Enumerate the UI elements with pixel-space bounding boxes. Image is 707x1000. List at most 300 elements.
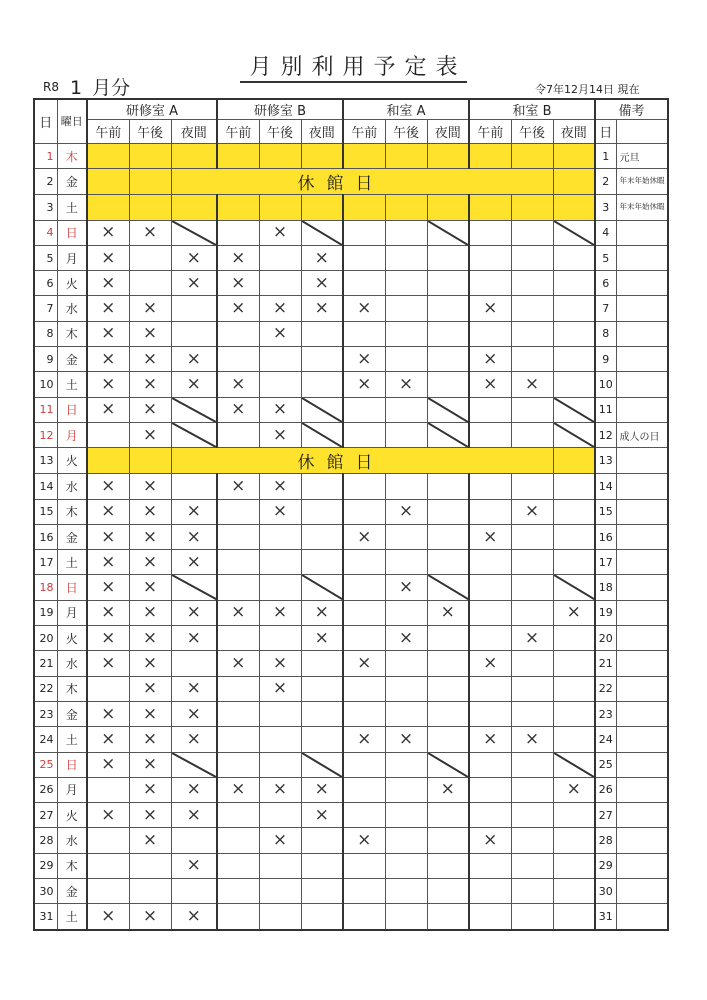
table-row [34,828,668,853]
weekday: 火 [57,271,87,296]
booked-x-icon: × [272,475,288,496]
booked-x-icon: × [272,652,288,673]
day-number: 25 [34,752,57,777]
booked-x-icon: × [231,247,246,268]
booked-x-icon: × [142,374,158,395]
slot-cell-training-a-pm [129,422,171,447]
booked-x-icon: × [357,652,372,673]
weekday: 金 [57,169,87,195]
booked-x-icon: × [231,779,246,800]
slot-cell-training-a-night [171,727,217,752]
booked-x-icon: × [483,830,498,851]
booked-x-icon: × [483,526,498,547]
remarks-day-number: 12 [595,422,616,447]
weekday: 金 [57,701,87,726]
table-row [34,271,668,296]
remarks-note [616,676,668,701]
day-number: 19 [34,600,57,625]
slot-cell-training-b-pm [259,651,301,676]
slot-cell-training-b-pm [259,575,301,600]
booked-x-icon: × [357,374,372,395]
header-day: 日 [34,99,57,144]
booked-x-icon: × [231,652,246,673]
unavailable-slash-icon [554,423,595,447]
slot-cell-washitsu-a-am [343,296,385,321]
slot-cell-washitsu-a-night [427,626,469,651]
booked-x-icon: × [524,374,540,395]
slot-cell-washitsu-b-pm [511,651,553,676]
slot-cell-training-a-pm [129,397,171,422]
booked-x-icon: × [524,728,540,749]
remarks-day-number: 8 [595,321,616,346]
closed-cell [87,448,129,474]
slot-cell-training-a-am [87,727,129,752]
weekday: 木 [57,853,87,878]
slot-cell-washitsu-b-am [469,422,511,447]
booked-x-icon: × [142,652,158,673]
slot-cell-training-a-am [87,626,129,651]
slot-cell-training-b-night [301,271,343,296]
slot-cell-training-b-pm [259,727,301,752]
closed-cell [217,195,259,220]
slot-cell-washitsu-b-pm [511,474,553,499]
slot-cell-washitsu-b-night [553,271,595,296]
slot-cell-training-b-am [217,220,259,245]
slot-cell-training-b-night [301,296,343,321]
remarks-note [616,777,668,802]
slot-cell-washitsu-b-night [553,600,595,625]
slot-cell-training-b-night [301,752,343,777]
slot-cell-training-a-am [87,220,129,245]
slot-cell-training-b-pm [259,321,301,346]
slot-cell-training-a-pm [129,347,171,372]
slot-cell-training-b-night [301,701,343,726]
booked-x-icon: × [186,602,201,623]
slot-cell-washitsu-a-night [427,271,469,296]
booked-x-icon: × [524,501,540,522]
booked-x-icon: × [186,627,201,648]
day-number: 31 [34,904,57,930]
day-number: 9 [34,347,57,372]
slot-cell-training-a-pm [129,245,171,270]
slot-cell-training-b-night [301,499,343,524]
header-slot: 午後 [129,120,171,144]
weekday: 日 [57,752,87,777]
slot-cell-training-b-pm [259,372,301,397]
slot-cell-training-a-night [171,879,217,904]
slot-cell-training-a-am [87,803,129,828]
slot-cell-training-a-pm [129,701,171,726]
slot-cell-washitsu-a-night [427,422,469,447]
slot-cell-washitsu-a-am [343,701,385,726]
closed-cell [553,448,595,474]
unavailable-slash-icon [302,423,343,447]
slot-cell-washitsu-a-night [427,499,469,524]
slot-cell-training-b-pm [259,397,301,422]
remarks-day-number: 24 [595,727,616,752]
day-number: 17 [34,550,57,575]
slot-cell-washitsu-b-night [553,422,595,447]
header-slot: 夜間 [171,120,217,144]
slot-cell-training-a-am [87,524,129,549]
slot-cell-washitsu-a-pm [385,701,427,726]
slot-cell-training-b-am [217,550,259,575]
closed-cell [301,195,343,220]
slot-cell-washitsu-a-night [427,879,469,904]
remarks-note [616,499,668,524]
weekday: 月 [57,422,87,447]
remarks-note [616,474,668,499]
slot-cell-training-b-pm [259,296,301,321]
booked-x-icon: × [314,298,329,319]
slot-cell-washitsu-b-night [553,245,595,270]
table-row [34,803,668,828]
slot-cell-training-b-am [217,676,259,701]
table-row [34,499,668,524]
booked-x-icon: × [398,728,414,749]
schedule-table [33,98,669,931]
booked-x-icon: × [101,905,116,926]
booked-x-icon: × [272,602,288,623]
weekday: 金 [57,879,87,904]
closed-cell [129,144,171,169]
slot-cell-washitsu-b-pm [511,397,553,422]
booked-x-icon: × [142,551,158,572]
table-row [34,600,668,625]
slot-cell-training-a-pm [129,904,171,930]
booked-x-icon: × [483,374,498,395]
header-room-washitsu-b: 和室 B [469,99,595,120]
slot-cell-training-b-night [301,853,343,878]
slot-cell-training-b-am [217,853,259,878]
slot-cell-washitsu-b-am [469,220,511,245]
closed-cell [511,195,553,220]
day-number: 27 [34,803,57,828]
slot-cell-training-b-night [301,474,343,499]
slot-cell-washitsu-a-am [343,220,385,245]
slot-cell-washitsu-b-night [553,904,595,930]
slot-cell-washitsu-b-am [469,803,511,828]
table-row [34,879,668,904]
closed-cell [385,195,427,220]
booked-x-icon: × [357,728,372,749]
day-number: 4 [34,220,57,245]
slot-cell-training-b-night [301,321,343,346]
table-row [34,904,668,930]
slot-cell-training-b-night [301,828,343,853]
slot-cell-washitsu-b-am [469,853,511,878]
remarks-day-number: 26 [595,777,616,802]
booked-x-icon: × [186,703,201,724]
month-number: 1 [70,77,83,99]
slot-cell-washitsu-b-pm [511,347,553,372]
day-number: 26 [34,777,57,802]
slot-cell-training-a-am [87,777,129,802]
slot-cell-training-a-night [171,853,217,878]
booked-x-icon: × [142,222,158,243]
remarks-day-number: 15 [595,499,616,524]
booked-x-icon: × [524,627,540,648]
booked-x-icon: × [186,247,201,268]
closed-cell [87,195,129,220]
month-label [70,73,130,100]
booked-x-icon: × [314,602,329,623]
slot-cell-training-b-pm [259,499,301,524]
header-remarks-note [616,120,668,144]
booked-x-icon: × [101,247,116,268]
slot-cell-training-a-am [87,701,129,726]
slot-cell-washitsu-b-night [553,474,595,499]
slot-cell-washitsu-b-am [469,904,511,930]
closed-day-banner: 休館日 [171,448,511,474]
booked-x-icon: × [186,728,201,749]
slot-cell-training-a-pm [129,853,171,878]
slot-cell-training-b-pm [259,626,301,651]
remarks-day-number: 14 [595,474,616,499]
weekday: 日 [57,397,87,422]
remarks-day-number: 20 [595,626,616,651]
slot-cell-washitsu-a-pm [385,676,427,701]
slot-cell-washitsu-b-pm [511,904,553,930]
closed-cell [259,144,301,169]
slot-cell-training-b-night [301,803,343,828]
slot-cell-washitsu-a-pm [385,803,427,828]
remarks-note: 元旦 [616,144,668,169]
slot-cell-training-a-night [171,701,217,726]
slot-cell-washitsu-a-night [427,777,469,802]
booked-x-icon: × [483,652,498,673]
closed-cell [343,195,385,220]
header-room-training-b: 研修室 B [217,99,343,120]
slot-cell-training-a-night [171,347,217,372]
era-label: R8 [43,80,59,94]
booked-x-icon: × [186,779,201,800]
booked-x-icon: × [231,272,246,293]
day-number: 22 [34,676,57,701]
remarks-note [616,853,668,878]
booked-x-icon: × [142,348,158,369]
slot-cell-training-a-pm [129,803,171,828]
day-number: 24 [34,727,57,752]
slot-cell-training-a-night [171,422,217,447]
table-row [34,372,668,397]
slot-cell-training-a-pm [129,220,171,245]
slot-cell-training-b-pm [259,271,301,296]
slot-cell-washitsu-a-pm [385,828,427,853]
day-number: 21 [34,651,57,676]
unavailable-slash-icon [554,221,595,245]
weekday: 日 [57,575,87,600]
closed-day-banner: 休館日 [171,169,511,195]
table-row [34,676,668,701]
remarks-day-number: 10 [595,372,616,397]
booked-x-icon: × [142,830,158,851]
slot-cell-washitsu-a-pm [385,296,427,321]
slot-cell-training-a-night [171,245,217,270]
slot-cell-training-a-pm [129,651,171,676]
slot-cell-washitsu-b-pm [511,828,553,853]
remarks-note [616,701,668,726]
closed-cell [171,195,217,220]
weekday: 月 [57,600,87,625]
booked-x-icon: × [314,804,329,825]
remarks-note [616,727,668,752]
slot-cell-washitsu-a-pm [385,575,427,600]
booked-x-icon: × [142,298,158,319]
day-number: 23 [34,701,57,726]
slot-cell-training-a-pm [129,372,171,397]
remarks-note [616,904,668,930]
weekday: 土 [57,195,87,220]
slot-cell-training-a-pm [129,499,171,524]
slot-cell-training-a-pm [129,752,171,777]
slot-cell-training-a-am [87,676,129,701]
remarks-day-number: 22 [595,676,616,701]
table-row [34,651,668,676]
booked-x-icon: × [142,703,158,724]
booked-x-icon: × [186,526,201,547]
remarks-day-number: 13 [595,448,616,474]
slot-cell-training-b-am [217,422,259,447]
remarks-note [616,803,668,828]
header-remarks-day: 日 [595,120,616,144]
slot-cell-training-a-pm [129,828,171,853]
booked-x-icon: × [314,779,329,800]
weekday: 水 [57,474,87,499]
slot-cell-training-a-pm [129,676,171,701]
day-number: 10 [34,372,57,397]
slot-cell-training-a-night [171,397,217,422]
weekday: 金 [57,524,87,549]
table-row [34,397,668,422]
booked-x-icon: × [101,298,116,319]
weekday: 土 [57,372,87,397]
header-slot: 午前 [469,120,511,144]
slot-cell-washitsu-a-night [427,828,469,853]
slot-cell-washitsu-b-pm [511,777,553,802]
booked-x-icon: × [231,602,246,623]
slot-cell-washitsu-b-night [553,550,595,575]
booked-x-icon: × [101,475,116,496]
slot-cell-training-b-night [301,575,343,600]
slot-cell-training-a-pm [129,575,171,600]
remarks-day-number: 5 [595,245,616,270]
table-row [34,144,668,169]
slot-cell-training-a-am [87,904,129,930]
booked-x-icon: × [440,779,455,800]
booked-x-icon: × [101,399,116,420]
slot-cell-washitsu-b-am [469,474,511,499]
slot-cell-washitsu-b-night [553,321,595,346]
slot-cell-washitsu-a-am [343,651,385,676]
booked-x-icon: × [231,374,246,395]
slot-cell-washitsu-a-pm [385,245,427,270]
slot-cell-training-b-pm [259,853,301,878]
booked-x-icon: × [101,222,116,243]
slot-cell-training-b-night [301,727,343,752]
slot-cell-washitsu-b-pm [511,676,553,701]
slot-cell-washitsu-a-am [343,904,385,930]
slot-cell-washitsu-b-am [469,499,511,524]
slot-cell-training-a-am [87,372,129,397]
slot-cell-training-b-am [217,701,259,726]
day-number: 20 [34,626,57,651]
remarks-day-number: 1 [595,144,616,169]
booked-x-icon: × [142,678,158,699]
slot-cell-washitsu-b-am [469,245,511,270]
remarks-day-number: 7 [595,296,616,321]
slot-cell-training-b-am [217,803,259,828]
unavailable-slash-icon [172,221,217,245]
slot-cell-training-a-am [87,347,129,372]
slot-cell-washitsu-b-am [469,347,511,372]
remarks-day-number: 28 [595,828,616,853]
booked-x-icon: × [101,526,116,547]
remarks-day-number: 30 [595,879,616,904]
slot-cell-washitsu-b-am [469,550,511,575]
slot-cell-training-b-night [301,422,343,447]
remarks-note [616,245,668,270]
day-number: 6 [34,271,57,296]
weekday: 土 [57,727,87,752]
closed-cell [553,195,595,220]
slot-cell-training-b-am [217,499,259,524]
slot-cell-training-b-am [217,752,259,777]
booked-x-icon: × [186,551,201,572]
booked-x-icon: × [272,501,288,522]
slot-cell-training-b-am [217,600,259,625]
slot-cell-washitsu-a-pm [385,220,427,245]
unavailable-slash-icon [554,753,595,777]
booked-x-icon: × [272,830,288,851]
closed-cell [511,144,553,169]
slot-cell-training-b-night [301,245,343,270]
unavailable-slash-icon [302,221,343,245]
slot-cell-training-b-pm [259,524,301,549]
closed-cell [301,144,343,169]
slot-cell-washitsu-a-night [427,676,469,701]
slot-cell-washitsu-b-am [469,296,511,321]
booked-x-icon: × [142,399,158,420]
slot-cell-washitsu-b-am [469,600,511,625]
slot-cell-washitsu-b-night [553,727,595,752]
slot-cell-washitsu-a-am [343,626,385,651]
day-number: 18 [34,575,57,600]
slot-cell-training-b-night [301,347,343,372]
slot-cell-washitsu-a-am [343,575,385,600]
slot-cell-training-a-pm [129,626,171,651]
slot-cell-training-b-night [301,550,343,575]
slot-cell-washitsu-a-night [427,220,469,245]
slot-cell-training-a-night [171,752,217,777]
booked-x-icon: × [101,728,116,749]
table-row [34,448,668,474]
slot-cell-washitsu-a-night [427,701,469,726]
slot-cell-washitsu-a-pm [385,651,427,676]
slot-cell-training-b-am [217,347,259,372]
booked-x-icon: × [101,323,116,344]
slot-cell-training-b-am [217,626,259,651]
header-slot: 午後 [385,120,427,144]
slot-cell-washitsu-b-pm [511,701,553,726]
table-row [34,777,668,802]
booked-x-icon: × [483,348,498,369]
slot-cell-training-a-pm [129,600,171,625]
table-row [34,422,668,447]
slot-cell-training-b-night [301,397,343,422]
header-slot: 夜間 [553,120,595,144]
remarks-note [616,879,668,904]
